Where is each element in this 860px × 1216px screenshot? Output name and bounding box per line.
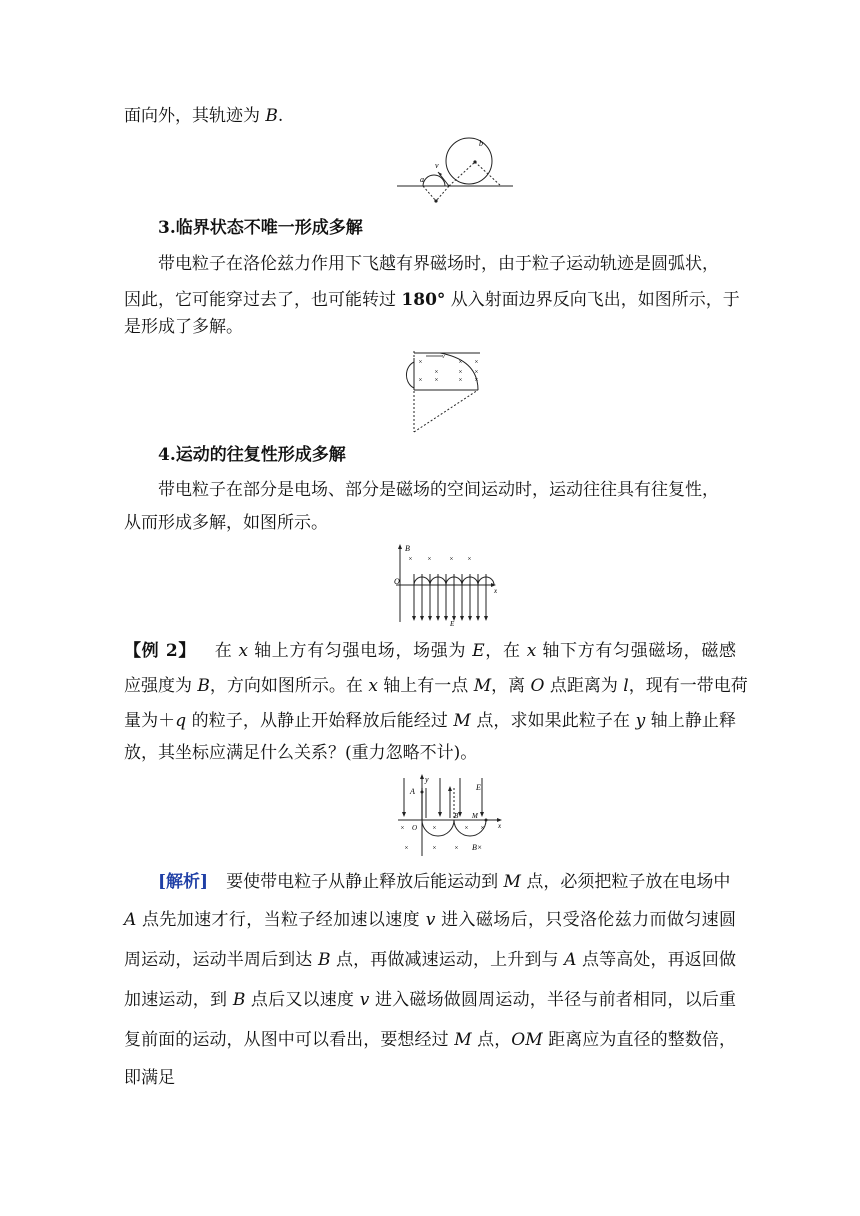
figure-trajectory-ab (395, 128, 515, 208)
axis-label-x: x (498, 822, 502, 830)
cross-2: × (427, 555, 432, 563)
example-line1: 【例 2】 在 x 轴上方有匀强电场，场强为 E，在 x 轴下方有匀强磁场，磁感 (124, 641, 737, 661)
cross-2: × (458, 358, 463, 366)
example-line4: 放，其坐标应满足什么关系？(重力忽略不计)。 (124, 743, 478, 763)
example-line3: 量为＋q 的粒子，从静止开始释放后能经过 M 点，求如果此粒子在 y 轴上静止释 (124, 711, 737, 731)
cross-7: × (418, 376, 423, 384)
cross-10: × (474, 376, 479, 384)
cross-2: × (432, 824, 437, 832)
example-tag: 【例 2】 (124, 641, 197, 661)
label-A: A (410, 787, 415, 796)
cross-8: × (434, 376, 439, 384)
axis-label-B: B (405, 544, 410, 553)
solution-line2: A 点先加速才行，当粒子经加速以速度 v 进入磁场后，只受洛伦兹力而做匀速圆 (124, 910, 736, 930)
solution-line3: 周运动，运动半周后到达 B 点，再做减速运动，上升到与 A 点等高处，再返回做 (124, 950, 737, 970)
figure-example-2 (392, 774, 508, 858)
figure-boundary-field (410, 350, 500, 440)
label-v: v (442, 354, 445, 360)
heading-3: 3.临界状态不唯一形成多解 (158, 218, 363, 238)
solution-line6: 即满足 (124, 1068, 175, 1088)
cross-3: × (449, 555, 454, 563)
cross-3: × (464, 824, 469, 832)
para3-line1: 带电粒子在洛伦兹力作用下飞越有界磁场时，由于粒子运动轨迹是圆弧状， (158, 254, 719, 274)
para-trajectory-b: 面向外，其轨迹为 B. (124, 106, 284, 126)
cross-5: × (404, 844, 409, 852)
solution-tag: [解析] (158, 872, 209, 892)
label-B-top: B (454, 812, 459, 820)
cross-7: × (454, 844, 459, 852)
label-O: O (412, 824, 418, 832)
axis-label-x: x (494, 587, 498, 595)
cross-4: × (467, 555, 472, 563)
para3-line2: 因此，它可能穿过去了，也可能转过 180° 从入射面边界反向飞出，如图所示，于 (124, 290, 740, 310)
label-B-cross: B× (472, 843, 483, 852)
cross-9: × (458, 376, 463, 384)
symbol-B: B (265, 106, 278, 126)
heading-4: 4.运动的往复性形成多解 (158, 445, 346, 465)
label-b: b (479, 139, 483, 148)
cross-3: × (474, 358, 479, 366)
para3-line3: 是形成了多解。 (124, 317, 243, 337)
cross-6: × (474, 368, 479, 376)
cross-1: × (408, 555, 413, 563)
cross-5: × (458, 368, 463, 376)
axis-label-y: y (425, 775, 429, 784)
solution-line1: [解析] 要使带电粒子从静止释放后能运动到 M 点，必须把粒子放在电场中 (158, 872, 731, 892)
example-line2: 应强度为 B，方向如图所示。在 x 轴上有一点 M，离 O 点距离为 l，现有一带电荷 (124, 676, 748, 696)
cross-1: × (418, 358, 423, 366)
solution-line4: 加速运动，到 B 点后又以速度 v 进入磁场做圆周运动，半径与前者相同，以后重 (124, 990, 737, 1010)
cross-4: × (480, 824, 485, 832)
label-a: a (420, 175, 424, 184)
axis-label-O: O (394, 577, 400, 586)
para4-line1: 带电粒子在部分是电场、部分是磁场的空间运动时，运动往往具有往复性， (158, 480, 719, 500)
label-v: v (435, 161, 439, 170)
figure-reciprocating (394, 544, 504, 626)
label-E: E (476, 783, 481, 792)
axis-label-E: E (450, 620, 455, 628)
label-M: M (472, 812, 478, 820)
cross-6: × (432, 844, 437, 852)
cross-1: × (400, 824, 405, 832)
cross-4: × (434, 368, 439, 376)
solution-line5: 复前面的运动，从图中可以看出，要想经过 M 点，OM 距离应为直径的整数倍， (124, 1030, 737, 1050)
para4-line2: 从而形成多解，如图所示。 (124, 513, 328, 533)
